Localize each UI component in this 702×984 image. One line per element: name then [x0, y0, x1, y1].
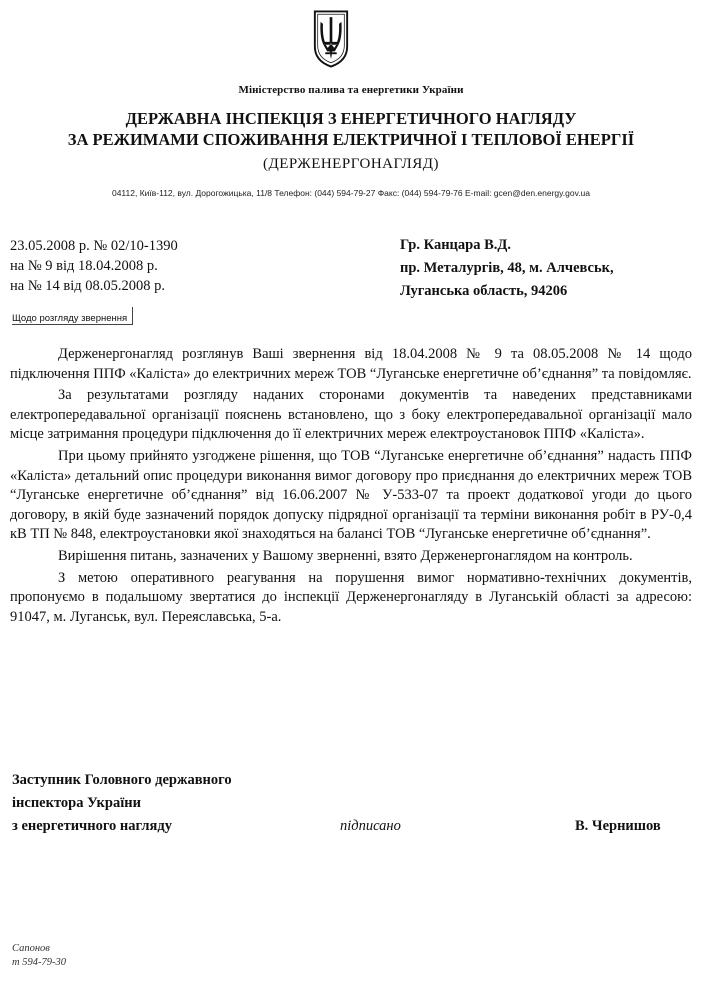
- reference-outgoing: 23.05.2008 р. № 02/10-1390: [10, 238, 178, 254]
- agency-name-line2: ЗА РЕЖИМАМИ СПОЖИВАННЯ ЕЛЕКТРИЧНОЇ І ТЕПЛОВОЇ ЕНЕРГІЇ: [67, 130, 635, 149]
- letter-body: [10, 345, 692, 629]
- signer-name: В. Чернишов: [575, 818, 661, 834]
- executor-name: Сапонов: [12, 943, 50, 954]
- reference-block: [10, 236, 178, 296]
- signature-block: [12, 769, 692, 838]
- signer-title-line3: з енергетичного нагляду: [12, 818, 172, 834]
- executor-phone: т 594-79-30: [12, 957, 66, 968]
- body-paragraph: За результатами розгляду наданих сторонами документів та наведених представниками електропередавальної організації пояснень встановлено, що з боку електропередавальної організації мало місце затримання процедури підключення до її електричних мереж електроустановок ППФ «Каліста».: [10, 387, 692, 443]
- letter-subject: Щодо розгляду звернення: [12, 313, 133, 325]
- body-paragraph: Вирішення питань, зазначених у Вашому зверненні, взято Держенергонаглядом на контроль.: [58, 547, 633, 564]
- executor-note: [12, 942, 66, 970]
- recipient-region: Луганська область, 94206: [400, 283, 568, 299]
- body-paragraph: При цьому прийнято узгоджене рішення, що ТОВ “Луганське енергетичне об’єднання” надасть ППФ «Каліста» детальний опис процедури виконання вимог договору про приєднання до електричних мереж ТОВ “Луганське енергетичне об’єднання” від 16.06.2007 № У-533-07 та проект додаткової угоди до цього договору, в якій буде зазначений порядок допуску підрядної організації та терміни виконання робіт в РУ-0,4 кВ ТП № 848, електроустановки якої знаходяться на балансі ТОВ “Луганське енергетичне об’єднання”.: [10, 447, 692, 543]
- trident-coat-of-arms-icon: [312, 8, 350, 70]
- signer-title-line2: інспектора України: [12, 795, 141, 811]
- recipient-name: Гр. Канцара В.Д.: [400, 237, 511, 253]
- ministry-name: Міністерство палива та енергетики України: [238, 84, 464, 96]
- agency-abbreviation: (ДЕРЖЕНЕРГОНАГЛЯД): [263, 156, 439, 172]
- body-paragraph: З метою оперативного реагування на порушення вимог нормативно-технічних документів, пропонуємо в подальшому звертатися до інспекції Держенергонагляду в Луганській області за адресою: 91047, м. Луганськ, вул. Переяславська, 5-а.: [10, 569, 692, 625]
- signer-title-line1: Заступник Головного державного: [12, 772, 232, 788]
- agency-name: [0, 108, 702, 150]
- signer-title-line3-row: [12, 815, 692, 838]
- reference-incoming-1: на № 9 від 18.04.2008 р.: [10, 258, 158, 274]
- recipient-street: пр. Металургів, 48, м. Алчевськ,: [400, 260, 614, 276]
- body-paragraph: Держенергонагляд розглянув Ваші звернення від 18.04.2008 № 9 та 08.05.2008 № 14 щодо підключення ППФ «Каліста» до електричних мереж ТОВ “Луганське енергетичне об’єднання” та повідомляє.: [10, 346, 692, 382]
- reference-incoming-2: на № 14 від 08.05.2008 р.: [10, 278, 166, 294]
- signed-mark: підписано: [340, 818, 401, 834]
- recipient-block: [400, 234, 614, 303]
- agency-contact-line: 04112, Київ-112, вул. Дорогожицька, 11/8 Телефон: (044) 594-79-27 Факс: (044) 594-79-76 E-mail: gcen@den.energy.gov.ua: [111, 188, 591, 198]
- agency-name-line1: ДЕРЖАВНА ІНСПЕКЦІЯ З ЕНЕРГЕТИЧНОГО НАГЛЯДУ: [125, 109, 577, 128]
